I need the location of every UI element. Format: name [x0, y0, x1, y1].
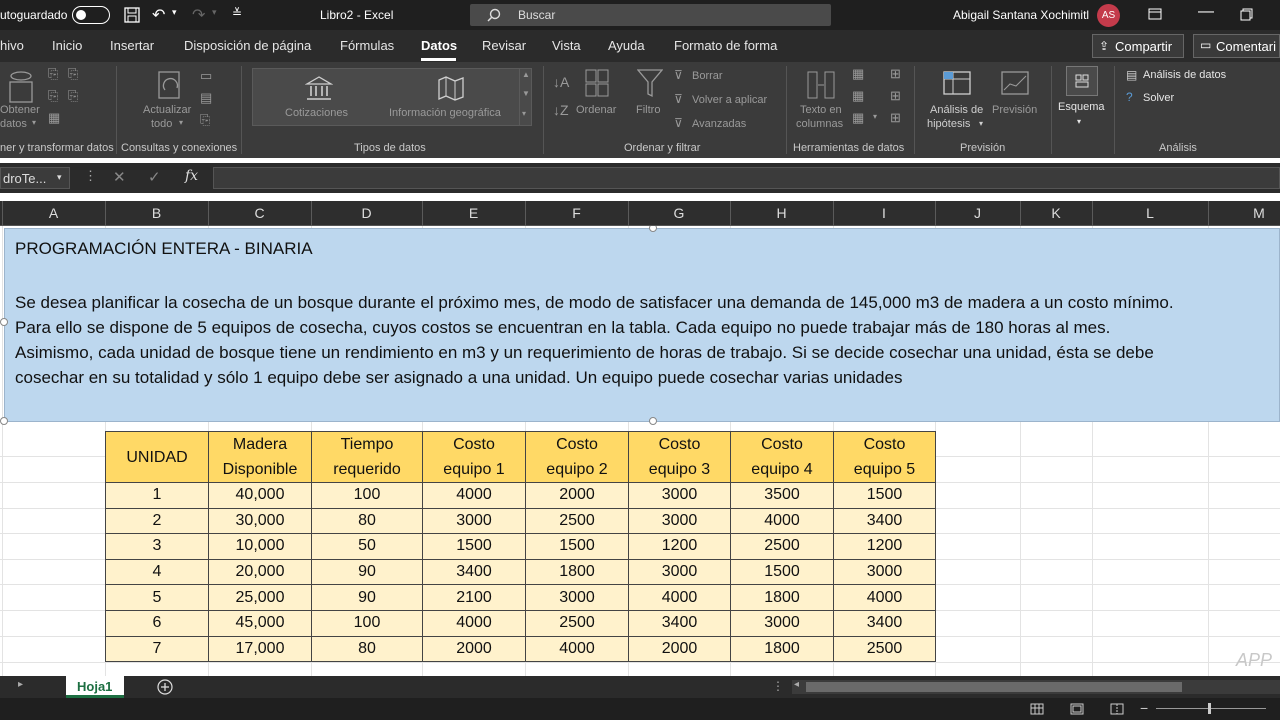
from-web-icon[interactable]: ⎘: [68, 66, 79, 81]
reapply-icon[interactable]: ⊽: [674, 92, 683, 106]
share-icon: ⇪: [1099, 39, 1110, 53]
refresh-label[interactable]: Actualizar: [143, 104, 192, 116]
problem-title: PROGRAMACIÓN ENTERA - BINARIA: [15, 239, 313, 258]
table-cell[interactable]: 3000: [629, 483, 731, 509]
text-to-columns-label[interactable]: Texto en: [800, 104, 842, 116]
comments-label: Comentari: [1216, 39, 1276, 54]
tab-inicio[interactable]: Inicio: [52, 38, 83, 53]
toggle-knob-icon: [76, 10, 86, 20]
table-row: [106, 636, 936, 662]
zoom-slider[interactable]: [1156, 708, 1266, 709]
column-header-i[interactable]: I: [882, 205, 886, 221]
filter-label[interactable]: Filtro: [636, 104, 661, 116]
document-title: Libro2 - Excel: [320, 8, 394, 22]
problem-line: Asimismo, cada unidad de bosque tiene un rendimiento en m3 y un requerimiento de horas de trabajo. Si se decide cosechar una unidad, ésta se debe: [15, 343, 1154, 362]
name-box-value: droTe...: [3, 171, 47, 186]
column-header-k[interactable]: K: [1051, 205, 1061, 221]
outline-label[interactable]: Esquema: [1058, 101, 1105, 113]
table-cell[interactable]: 5: [106, 585, 209, 611]
table-cell[interactable]: 3: [106, 534, 209, 560]
restore-icon[interactable]: [1240, 8, 1253, 21]
table-cell[interactable]: 2000: [629, 636, 731, 662]
get-data-label[interactable]: Obtener: [0, 104, 40, 116]
table-cell[interactable]: 1500: [526, 534, 629, 560]
table-cell[interactable]: 3400: [834, 508, 936, 534]
table-cell[interactable]: 2000: [423, 636, 526, 662]
table-cell[interactable]: 3400: [629, 610, 731, 636]
header-unidad[interactable]: UNIDAD: [106, 432, 209, 483]
redo-icon[interactable]: ↷: [192, 7, 206, 24]
insert-function-icon[interactable]: fx: [185, 168, 199, 184]
group-divider: [786, 66, 787, 154]
flash-fill-icon[interactable]: ▦: [852, 66, 865, 81]
table-cell[interactable]: 80: [312, 508, 423, 534]
group-label-data-tools: Herramientas de datos: [793, 142, 905, 154]
get-data-chevron-icon: ▾: [32, 118, 37, 127]
tab-insertar[interactable]: Insertar: [110, 38, 155, 53]
add-sheet-icon[interactable]: [157, 679, 173, 695]
geography-icon: [437, 75, 465, 101]
table-cell[interactable]: 1800: [731, 636, 834, 662]
table-cell[interactable]: 100: [312, 610, 423, 636]
undo-dropdown-icon[interactable]: ▾: [172, 7, 177, 17]
formula-input[interactable]: [213, 167, 1280, 189]
group-divider: [1114, 66, 1115, 154]
scrollbar-thumb[interactable]: [806, 682, 1182, 692]
outline-button[interactable]: [1066, 66, 1098, 96]
table-cell[interactable]: 4: [106, 559, 209, 585]
group-label-forecast: Previsión: [960, 142, 1006, 154]
recent-sources-icon[interactable]: ⎘: [68, 88, 79, 103]
sheet-tab-hoja1[interactable]: [66, 676, 124, 698]
group-label-sort-filter: Ordenar y filtrar: [624, 142, 701, 154]
user-name[interactable]: Abigail Santana Xochimitl: [953, 8, 1090, 22]
minimize-icon[interactable]: —: [1198, 3, 1214, 20]
worksheet-grid[interactable]: [0, 226, 1280, 676]
cancel-icon[interactable]: ✕: [113, 169, 126, 186]
tab-vista[interactable]: Vista: [552, 38, 581, 53]
tab-ayuda[interactable]: Ayuda: [608, 38, 645, 53]
table-cell[interactable]: 40,000: [209, 483, 312, 509]
comment-icon: ▭: [1200, 38, 1212, 52]
table-cell[interactable]: 4000: [629, 585, 731, 611]
save-icon[interactable]: [124, 7, 140, 23]
table-cell[interactable]: 3400: [423, 559, 526, 585]
formula-bar-options-icon[interactable]: ⋮: [84, 168, 97, 183]
table-cell[interactable]: 3000: [629, 508, 731, 534]
solver-icon[interactable]: ?: [1126, 90, 1133, 104]
table-cell[interactable]: 2500: [526, 610, 629, 636]
table-cell[interactable]: 30,000: [209, 508, 312, 534]
column-header-c[interactable]: C: [254, 205, 265, 221]
redo-dropdown-icon[interactable]: ▾: [212, 7, 217, 17]
table-cell[interactable]: 4000: [834, 585, 936, 611]
table-cell[interactable]: 3000: [834, 559, 936, 585]
outline-icon: [1075, 74, 1089, 88]
table-cell[interactable]: 1200: [629, 534, 731, 560]
solver-label[interactable]: Solver: [1143, 92, 1175, 104]
table-cell[interactable]: 3000: [731, 610, 834, 636]
undo-icon[interactable]: ↶: [152, 7, 166, 24]
zoom-slider-thumb[interactable]: [1208, 703, 1211, 714]
data-types-gallery[interactable]: [252, 68, 532, 126]
watermark: APP: [1236, 650, 1273, 670]
table-cell[interactable]: 1: [106, 483, 209, 509]
column-headers: [0, 201, 1280, 226]
ribbon: [0, 62, 1280, 158]
sheet-tab-label: Hoja1: [77, 679, 113, 694]
scroll-left-icon[interactable]: ◂: [794, 679, 800, 690]
header-madera[interactable]: Madera Disponible: [209, 432, 312, 483]
group-label-queries: Consultas y conexiones: [121, 142, 238, 154]
active-tab-indicator: [421, 58, 456, 61]
column-header-b[interactable]: B: [151, 205, 162, 221]
name-box-dropdown-icon[interactable]: ▾: [57, 172, 62, 182]
refresh-label2[interactable]: todo: [151, 118, 173, 130]
column-header-h[interactable]: H: [776, 205, 787, 221]
enter-icon[interactable]: ✓: [148, 169, 161, 186]
header-costo-equipo-1[interactable]: Costo equipo 1: [423, 432, 526, 483]
table-cell[interactable]: 17,000: [209, 636, 312, 662]
table-header-row: [106, 432, 936, 483]
what-if-chevron-icon: ▾: [979, 119, 984, 128]
header-costo-equipo-3[interactable]: Costo equipo 3: [629, 432, 731, 483]
header-costo-equipo-4[interactable]: Costo equipo 4: [731, 432, 834, 483]
what-if-icon[interactable]: [942, 68, 972, 100]
table-cell[interactable]: 3000: [629, 559, 731, 585]
properties-icon[interactable]: ▤: [200, 90, 213, 105]
data-analysis-label[interactable]: Análisis de datos: [1143, 69, 1227, 81]
table-cell[interactable]: 90: [312, 585, 423, 611]
sort-za-icon[interactable]: ↓Z: [553, 102, 569, 118]
table-cell[interactable]: 3000: [423, 508, 526, 534]
table-cell[interactable]: 2500: [526, 508, 629, 534]
tab-disposicion[interactable]: Disposición de página: [184, 38, 312, 53]
column-header-g[interactable]: G: [673, 205, 685, 221]
column-header-e[interactable]: E: [468, 205, 479, 221]
sort-az-icon[interactable]: ↓A: [553, 74, 570, 90]
formula-bar: [0, 163, 1280, 193]
table-cell[interactable]: 3400: [834, 610, 936, 636]
name-box[interactable]: [0, 167, 70, 189]
data-model-icon[interactable]: ⊞: [890, 110, 901, 125]
table-cell[interactable]: 2100: [423, 585, 526, 611]
horizontal-scrollbar[interactable]: [792, 680, 1280, 694]
gallery-scroll[interactable]: [519, 69, 532, 125]
header-costo-equipo-5[interactable]: Costo equipo 5: [834, 432, 936, 483]
advanced-filter-icon[interactable]: ⊽: [674, 116, 683, 130]
gallery-more-icon[interactable]: ▾: [522, 109, 527, 118]
table-cell[interactable]: 45,000: [209, 610, 312, 636]
problem-text-box[interactable]: [4, 228, 1280, 422]
sort-icon[interactable]: [584, 68, 610, 98]
sort-label[interactable]: Ordenar: [576, 104, 617, 116]
prev-sheet-icon[interactable]: ▸: [18, 679, 24, 690]
get-data-label2[interactable]: datos: [0, 118, 27, 130]
table-cell[interactable]: 2500: [731, 534, 834, 560]
queries-icon[interactable]: ▭: [200, 68, 213, 83]
outline-chevron-icon: ▾: [1077, 117, 1082, 126]
table-cell[interactable]: 3000: [526, 585, 629, 611]
remove-duplicates-icon[interactable]: ▦: [852, 88, 865, 103]
table-cell[interactable]: 100: [312, 483, 423, 509]
problem-line: cosechar en su totalidad y sólo 1 equipo debe ser asignado a una unidad. Un equipo puede cosechar varias unidades: [15, 368, 903, 387]
stocks-label: Cotizaciones: [285, 107, 348, 119]
avatar[interactable]: AS: [1097, 4, 1120, 27]
text-to-columns-label2[interactable]: columnas: [796, 118, 844, 130]
table-cell[interactable]: 1200: [834, 534, 936, 560]
table-cell[interactable]: 1800: [526, 559, 629, 585]
table-cell[interactable]: 80: [312, 636, 423, 662]
from-text-icon[interactable]: ⎘: [48, 66, 59, 81]
data-table: [105, 431, 936, 662]
text-to-columns-icon[interactable]: [806, 68, 836, 102]
autosave-label: utoguardado: [0, 8, 68, 22]
page-layout-icon[interactable]: [1070, 703, 1084, 715]
data-analysis-icon[interactable]: ▤: [1126, 68, 1138, 82]
search-placeholder: Buscar: [518, 8, 556, 22]
table-cell[interactable]: 3500: [731, 483, 834, 509]
scroll-down-icon[interactable]: ▼: [522, 89, 530, 98]
table-cell[interactable]: 4000: [731, 508, 834, 534]
search-icon: [487, 8, 501, 22]
share-button[interactable]: [1092, 34, 1184, 58]
table-cell[interactable]: 2500: [834, 636, 936, 662]
forecast-label[interactable]: Previsión: [992, 104, 1038, 116]
refresh-chevron-icon: ▾: [179, 118, 184, 127]
header-tiempo[interactable]: Tiempo requerido: [312, 432, 423, 483]
table-cell[interactable]: 50: [312, 534, 423, 560]
zoom-out-icon[interactable]: −: [1140, 700, 1149, 716]
scroll-up-icon[interactable]: ▲: [522, 70, 530, 79]
problem-line: Se desea planificar la cosecha de un bosque durante el próximo mes, de modo de satisfacer una demanda de 145,000 m3 de madera a un costo mínimo.: [15, 293, 1174, 312]
table-row: [106, 534, 936, 560]
relationships-icon[interactable]: ⊞: [890, 88, 901, 103]
column-header-a[interactable]: A: [48, 205, 59, 221]
table-row: [106, 559, 936, 585]
stocks-icon: [305, 75, 333, 101]
clear-filter-icon[interactable]: ⊽: [674, 68, 683, 82]
table-row: [106, 585, 936, 611]
table-cell[interactable]: 4000: [423, 483, 526, 509]
title-bar: [0, 0, 1280, 30]
reapply-label[interactable]: Volver a aplicar: [692, 94, 768, 106]
table-cell[interactable]: 2000: [526, 483, 629, 509]
column-header-f[interactable]: F: [572, 205, 581, 221]
tab-formato-forma[interactable]: Formato de forma: [674, 38, 778, 53]
comments-button[interactable]: [1193, 34, 1280, 58]
tab-archivo[interactable]: hivo: [0, 38, 24, 53]
resize-handle[interactable]: [0, 417, 8, 425]
existing-connections-icon[interactable]: ▦: [48, 110, 61, 125]
table-cell[interactable]: 4000: [423, 610, 526, 636]
advanced-label[interactable]: Avanzadas: [692, 118, 747, 130]
autosave-toggle[interactable]: [72, 6, 110, 24]
group-divider: [914, 66, 915, 154]
share-label: Compartir: [1115, 39, 1173, 54]
search-box[interactable]: [470, 4, 831, 26]
column-header-m[interactable]: M: [1253, 205, 1265, 221]
table-cell[interactable]: 20,000: [209, 559, 312, 585]
geography-label: Información geográfica: [389, 107, 501, 119]
sheet-splitter-icon[interactable]: ⋮: [772, 679, 784, 693]
column-header-j[interactable]: J: [974, 205, 981, 221]
table-cell[interactable]: 1500: [731, 559, 834, 585]
resize-handle[interactable]: [649, 417, 657, 425]
validation-chevron-icon[interactable]: ▾: [873, 112, 878, 121]
refresh-all-icon[interactable]: [155, 68, 185, 104]
table-cell[interactable]: 2: [106, 508, 209, 534]
table-cell[interactable]: 1800: [731, 585, 834, 611]
what-if-label2[interactable]: hipótesis: [927, 118, 971, 130]
resize-handle[interactable]: [0, 318, 8, 326]
group-divider: [1051, 66, 1052, 154]
table-cell[interactable]: 90: [312, 559, 423, 585]
table-cell[interactable]: 6: [106, 610, 209, 636]
table-row: [106, 610, 936, 636]
filter-icon[interactable]: [637, 68, 663, 98]
ribbon-tabs: [0, 30, 1280, 62]
problem-line: Para ello se dispone de 5 equipos de cosecha, cuyos costos se encuentran en la tabla. Cada equipo no puede trabajar más de 180 horas al mes.: [15, 318, 1111, 337]
table-cell[interactable]: 4000: [526, 636, 629, 662]
column-header-l[interactable]: L: [1146, 205, 1154, 221]
table-cell[interactable]: 25,000: [209, 585, 312, 611]
group-divider: [241, 66, 242, 154]
table-cell[interactable]: 7: [106, 636, 209, 662]
customize-toolbar-icon[interactable]: ≚: [232, 6, 243, 20]
data-validation-icon[interactable]: ▦: [852, 110, 865, 125]
forecast-sheet-icon[interactable]: [1000, 68, 1030, 100]
group-label-data-types: Tipos de datos: [354, 142, 426, 154]
consolidate-icon[interactable]: ⊞: [890, 66, 901, 81]
table-cell[interactable]: 1500: [834, 483, 936, 509]
normal-view-icon[interactable]: [1030, 703, 1044, 715]
problem-body: [15, 290, 1174, 390]
table-row: [106, 508, 936, 534]
group-divider: [116, 66, 117, 154]
table-row: [106, 483, 936, 509]
get-data-icon[interactable]: [6, 68, 36, 104]
edit-links-icon[interactable]: ⎘: [200, 112, 211, 127]
sheet-tab-bar: [0, 676, 1280, 698]
tab-formulas[interactable]: Fórmulas: [340, 38, 395, 53]
table-cell[interactable]: 10,000: [209, 534, 312, 560]
ribbon-display-icon[interactable]: [1148, 8, 1162, 20]
group-label-analysis: Análisis: [1159, 142, 1197, 154]
group-divider: [543, 66, 544, 154]
tab-datos[interactable]: Datos: [421, 38, 458, 53]
page-break-icon[interactable]: [1110, 703, 1124, 715]
status-bar: [0, 698, 1280, 720]
from-table-icon[interactable]: ⎘: [48, 88, 59, 103]
what-if-label[interactable]: Análisis de: [930, 104, 984, 116]
header-costo-equipo-2[interactable]: Costo equipo 2: [526, 432, 629, 483]
column-header-d[interactable]: D: [361, 205, 372, 221]
table-cell[interactable]: 1500: [423, 534, 526, 560]
group-label-get-transform: ner y transformar datos: [0, 142, 114, 154]
clear-label[interactable]: Borrar: [692, 70, 723, 82]
tab-revisar[interactable]: Revisar: [482, 38, 527, 53]
